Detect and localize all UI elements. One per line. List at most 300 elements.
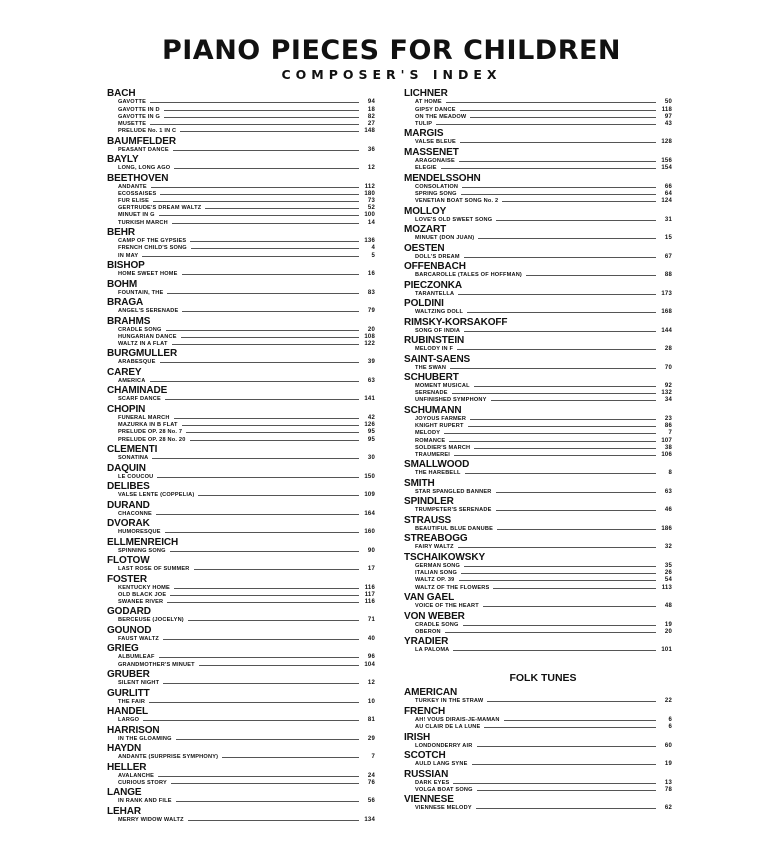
page-number: 50 bbox=[664, 99, 672, 106]
composer-name: POLDINI bbox=[404, 298, 444, 310]
piece-title: STAR SPANGLED BANNER bbox=[415, 488, 492, 495]
page-number: 113 bbox=[661, 584, 672, 591]
dot-leader bbox=[186, 432, 359, 433]
piece-title: AULD LANG SYNE bbox=[415, 761, 468, 768]
dot-leader bbox=[483, 606, 656, 607]
dot-leader bbox=[182, 274, 359, 275]
composer-name: SCOTCH bbox=[404, 750, 446, 762]
piece-entry bbox=[404, 570, 672, 577]
page-number: 18 bbox=[367, 106, 375, 113]
composer-name: BOHM bbox=[107, 278, 138, 290]
dot-leader bbox=[464, 331, 656, 332]
composer-name: HELLER bbox=[107, 761, 147, 773]
page-number: 22 bbox=[664, 698, 672, 705]
piece-entry bbox=[404, 217, 672, 224]
piece-title: CRADLE SONG bbox=[118, 326, 162, 333]
composer-group bbox=[404, 318, 672, 335]
piece-entry bbox=[404, 629, 672, 636]
composer-name: LANGE bbox=[107, 787, 142, 799]
piece-entry bbox=[404, 254, 672, 261]
composer-group bbox=[107, 763, 375, 787]
composer-name: YRADIER bbox=[404, 636, 449, 648]
piece-entry bbox=[107, 511, 375, 518]
dot-leader bbox=[504, 720, 656, 721]
piece-entry bbox=[107, 617, 375, 624]
composer-group bbox=[404, 516, 672, 533]
page-number: 23 bbox=[664, 415, 672, 422]
piece-title: JOYOUS FARMER bbox=[415, 415, 467, 422]
composer-name: SMITH bbox=[404, 477, 435, 489]
composer-name: LICHNER bbox=[404, 88, 448, 100]
page-number: 186 bbox=[661, 525, 672, 532]
piece-title: SOLDIER'S MARCH bbox=[415, 444, 471, 451]
composer-name: SPINDLER bbox=[404, 496, 454, 508]
piece-entry bbox=[107, 165, 375, 172]
piece-title: FRENCH CHILD'S SONG bbox=[118, 245, 187, 252]
dot-leader bbox=[194, 569, 359, 570]
piece-entry bbox=[404, 647, 672, 654]
piece-title: OBERON bbox=[415, 628, 441, 635]
page-number: 83 bbox=[367, 289, 375, 296]
composer-name: DVORAK bbox=[107, 518, 150, 530]
composer-group bbox=[107, 228, 375, 260]
left-index-column bbox=[107, 88, 375, 824]
page-number: 34 bbox=[664, 397, 672, 404]
piece-title: CHACONNE bbox=[118, 510, 152, 517]
piece-entry bbox=[107, 128, 375, 135]
piece-entry bbox=[107, 341, 375, 348]
composer-group bbox=[404, 129, 672, 146]
piece-entry bbox=[404, 365, 672, 372]
page-number: 106 bbox=[661, 451, 672, 458]
dot-leader bbox=[453, 783, 656, 784]
composer-group bbox=[107, 482, 375, 499]
composer-group bbox=[107, 137, 375, 154]
composer-group bbox=[107, 575, 375, 607]
piece-entry bbox=[404, 158, 672, 165]
dot-leader bbox=[496, 492, 656, 493]
page-number: 124 bbox=[661, 198, 672, 205]
composer-group bbox=[404, 733, 672, 750]
page-number: 62 bbox=[664, 805, 672, 812]
piece-entry bbox=[107, 717, 375, 724]
piece-entry bbox=[404, 139, 672, 146]
dot-leader bbox=[164, 110, 359, 111]
page-number: 104 bbox=[364, 661, 375, 668]
dot-leader bbox=[142, 256, 359, 257]
composer-name: HARRISON bbox=[107, 724, 160, 736]
page-number: 12 bbox=[367, 680, 375, 687]
composer-group bbox=[404, 174, 672, 206]
page-number: 71 bbox=[367, 617, 375, 624]
piece-title: MELODY IN F bbox=[415, 346, 454, 353]
piece-entry bbox=[404, 805, 672, 812]
piece-title: GAVOTTE bbox=[118, 99, 147, 106]
piece-entry bbox=[107, 492, 375, 499]
piece-title: SONATINA bbox=[118, 455, 149, 462]
dot-leader bbox=[188, 820, 359, 821]
page-number: 48 bbox=[664, 603, 672, 610]
piece-title: FUR ELISE bbox=[118, 198, 150, 205]
composer-name: SCHUMANN bbox=[404, 404, 462, 416]
composer-name: ELLMENREICH bbox=[107, 536, 179, 548]
piece-entry bbox=[107, 422, 375, 429]
piece-title: SERENADE bbox=[415, 390, 448, 397]
page-number: 118 bbox=[661, 106, 672, 113]
composer-name: VAN GAEL bbox=[404, 592, 455, 604]
dot-leader bbox=[444, 433, 656, 434]
piece-title: VIENNESE MELODY bbox=[415, 805, 472, 812]
piece-title: FOUNTAIN, THE bbox=[118, 289, 164, 296]
piece-entry bbox=[404, 717, 672, 724]
page-number: 76 bbox=[367, 779, 375, 786]
page-number: 12 bbox=[367, 165, 375, 172]
right-index-column bbox=[404, 88, 672, 813]
piece-entry bbox=[404, 603, 672, 610]
piece-entry bbox=[107, 773, 375, 780]
piece-title: WALTZ OF THE FLOWERS bbox=[415, 584, 490, 591]
page-number: 154 bbox=[661, 165, 672, 172]
dot-leader bbox=[170, 551, 359, 552]
piece-entry bbox=[404, 165, 672, 172]
composer-name: VON WEBER bbox=[404, 610, 465, 622]
composer-group bbox=[404, 299, 672, 316]
piece-entry bbox=[107, 429, 375, 436]
dot-leader bbox=[151, 187, 359, 188]
composer-group bbox=[404, 612, 672, 636]
piece-title: FAUST WALTZ bbox=[118, 635, 159, 642]
composer-name: GODARD bbox=[107, 606, 151, 618]
piece-entry bbox=[107, 327, 375, 334]
dot-leader bbox=[470, 117, 656, 118]
piece-entry bbox=[404, 114, 672, 121]
piece-title: BEAUTIFUL BLUE DANUBE bbox=[415, 525, 494, 532]
piece-entry bbox=[107, 359, 375, 366]
composer-name: LEHAR bbox=[107, 805, 141, 817]
page-title: PIANO PIECES FOR CHILDREN bbox=[161, 35, 622, 66]
dot-leader bbox=[153, 201, 359, 202]
piece-entry bbox=[404, 390, 672, 397]
piece-title: ARAGONAISE bbox=[415, 157, 455, 164]
composer-group bbox=[404, 534, 672, 551]
page-number: 70 bbox=[664, 364, 672, 371]
piece-title: MELODY bbox=[415, 430, 441, 437]
dot-leader bbox=[156, 514, 359, 515]
composer-group bbox=[107, 556, 375, 573]
piece-entry bbox=[107, 147, 375, 154]
piece-title: MUSETTE bbox=[118, 120, 147, 127]
composer-name: SCHUBERT bbox=[404, 372, 459, 384]
composer-name: DURAND bbox=[107, 499, 150, 511]
piece-title: MINUET (DON JUAN) bbox=[415, 235, 475, 242]
piece-entry bbox=[107, 191, 375, 198]
page-number: 116 bbox=[364, 598, 375, 605]
dot-leader bbox=[496, 510, 656, 511]
page-number: 132 bbox=[661, 390, 672, 397]
piece-entry bbox=[107, 271, 375, 278]
dot-leader bbox=[461, 573, 656, 574]
piece-title: GERTRUDE'S DREAM WALTZ bbox=[118, 205, 202, 212]
dot-leader bbox=[502, 201, 656, 202]
piece-title: SWANEE RIVER bbox=[118, 598, 164, 605]
dot-leader bbox=[446, 102, 656, 103]
dot-leader bbox=[436, 124, 656, 125]
composer-name: PIECZONKA bbox=[404, 279, 462, 291]
piece-title: MERRY WIDOW WALTZ bbox=[118, 816, 184, 823]
composer-group bbox=[404, 355, 672, 372]
dot-leader bbox=[150, 102, 359, 103]
dot-leader bbox=[188, 620, 359, 621]
piece-entry bbox=[404, 383, 672, 390]
page-number: 94 bbox=[367, 99, 375, 106]
composer-group bbox=[404, 148, 672, 172]
dot-leader bbox=[159, 657, 359, 658]
composer-group bbox=[107, 317, 375, 349]
dot-leader bbox=[163, 683, 359, 684]
dot-leader bbox=[176, 801, 359, 802]
piece-title: GRANDMOTHER'S MINUET bbox=[118, 661, 195, 668]
composer-group bbox=[107, 349, 375, 366]
piece-title: VENETIAN BOAT SONG No. 2 bbox=[415, 198, 499, 205]
piece-entry bbox=[404, 235, 672, 242]
page-number: 122 bbox=[364, 340, 375, 347]
composer-group bbox=[107, 626, 375, 643]
piece-entry bbox=[107, 636, 375, 643]
page-number: 108 bbox=[364, 333, 375, 340]
composer-name: BRAGA bbox=[107, 297, 144, 309]
composer-name: VIENNESE bbox=[404, 794, 454, 806]
piece-entry bbox=[107, 107, 375, 114]
piece-entry bbox=[107, 592, 375, 599]
page-number: 128 bbox=[661, 139, 672, 146]
page-number: 27 bbox=[367, 120, 375, 127]
piece-title: ALBUMLEAF bbox=[118, 654, 155, 661]
composer-group bbox=[404, 637, 672, 654]
piece-title: TURKEY IN THE STRAW bbox=[415, 698, 484, 705]
composer-name: DAQUIN bbox=[107, 462, 146, 474]
page-number: 79 bbox=[367, 308, 375, 315]
page-subtitle: COMPOSER'S INDEX bbox=[281, 67, 502, 82]
dot-leader bbox=[150, 124, 359, 125]
piece-entry bbox=[107, 238, 375, 245]
dot-leader bbox=[487, 701, 656, 702]
page-number: 7 bbox=[371, 754, 375, 761]
piece-entry bbox=[107, 817, 375, 824]
dot-leader bbox=[467, 312, 656, 313]
dot-leader bbox=[150, 381, 359, 382]
composer-group bbox=[107, 445, 375, 462]
piece-entry bbox=[404, 526, 672, 533]
composer-group bbox=[404, 770, 672, 794]
page-number: 13 bbox=[664, 779, 672, 786]
piece-title: GAVOTTE IN G bbox=[118, 113, 161, 120]
page-number: 95 bbox=[367, 429, 375, 436]
page-number: 15 bbox=[664, 235, 672, 242]
dot-leader bbox=[468, 426, 656, 427]
piece-entry bbox=[107, 529, 375, 536]
piece-entry bbox=[404, 622, 672, 629]
piece-title: AH! VOUS DIRAIS-JE-MAMAN bbox=[415, 716, 500, 723]
page-number: 82 bbox=[367, 113, 375, 120]
piece-title: GERMAN SONG bbox=[415, 562, 461, 569]
composer-group bbox=[404, 281, 672, 298]
dot-leader bbox=[164, 117, 359, 118]
page-number: 112 bbox=[364, 183, 375, 190]
piece-entry bbox=[107, 121, 375, 128]
composer-name: RUBINSTEIN bbox=[404, 335, 465, 347]
page-number: 90 bbox=[367, 547, 375, 554]
piece-title: MINUET IN G bbox=[118, 212, 155, 219]
dot-leader bbox=[491, 400, 656, 401]
piece-title: ROMANCE bbox=[415, 437, 446, 444]
composer-name: BURGMULLER bbox=[107, 348, 178, 360]
piece-title: FUNERAL MARCH bbox=[118, 414, 170, 421]
piece-entry bbox=[107, 378, 375, 385]
page-number: 29 bbox=[367, 735, 375, 742]
composer-name: SAINT-SAENS bbox=[404, 353, 471, 365]
dot-leader bbox=[205, 208, 359, 209]
dot-leader bbox=[180, 131, 359, 132]
dot-leader bbox=[459, 580, 657, 581]
piece-title: AU CLAIR DE LA LUNE bbox=[415, 724, 481, 731]
composer-group bbox=[107, 464, 375, 481]
piece-title: AVALANCHE bbox=[118, 772, 155, 779]
piece-entry bbox=[107, 198, 375, 205]
piece-entry bbox=[404, 346, 672, 353]
page-number: 63 bbox=[664, 488, 672, 495]
piece-entry bbox=[404, 445, 672, 452]
dot-leader bbox=[470, 419, 656, 420]
piece-entry bbox=[404, 99, 672, 106]
piece-entry bbox=[107, 566, 375, 573]
piece-entry bbox=[107, 184, 375, 191]
piece-title: VALSE BLEUE bbox=[415, 139, 456, 146]
piece-entry bbox=[404, 743, 672, 750]
composer-name: GOUNOD bbox=[107, 624, 152, 636]
composer-group bbox=[107, 386, 375, 403]
piece-entry bbox=[404, 191, 672, 198]
page-number: 36 bbox=[367, 146, 375, 153]
page-number: 134 bbox=[364, 816, 375, 823]
dot-leader bbox=[453, 650, 656, 651]
composer-group bbox=[107, 89, 375, 135]
composer-group bbox=[107, 807, 375, 824]
composer-group bbox=[404, 593, 672, 610]
piece-title: BARCAROLLE (TALES OF HOFFMAN) bbox=[415, 272, 522, 279]
piece-title: TULIP bbox=[415, 120, 433, 127]
piece-entry bbox=[404, 184, 672, 191]
composer-name: CHAMINADE bbox=[107, 385, 168, 397]
piece-title: ECOSSAISES bbox=[118, 190, 157, 197]
composer-name: OFFENBACH bbox=[404, 261, 466, 273]
piece-entry bbox=[107, 437, 375, 444]
page-number: 60 bbox=[664, 742, 672, 749]
dot-leader bbox=[497, 529, 656, 530]
piece-title: THE FAIR bbox=[118, 698, 146, 705]
page-number: 101 bbox=[661, 647, 672, 654]
piece-entry bbox=[107, 99, 375, 106]
piece-title: CAMP OF THE GYPSIES bbox=[118, 238, 187, 245]
composer-group bbox=[404, 707, 672, 731]
composer-group bbox=[107, 689, 375, 706]
composer-name: MOZART bbox=[404, 224, 447, 236]
composer-name: MARGIS bbox=[404, 128, 444, 140]
composer-name: GURLITT bbox=[107, 687, 150, 699]
folk-tunes-list bbox=[404, 688, 672, 812]
composer-group bbox=[404, 262, 672, 279]
piece-entry bbox=[107, 662, 375, 669]
dot-leader bbox=[454, 455, 656, 456]
piece-entry bbox=[404, 121, 672, 128]
page-number: 144 bbox=[661, 327, 672, 334]
piece-title: ANDANTE (SURPRISE SYMPHONY) bbox=[118, 754, 219, 761]
dot-leader bbox=[174, 168, 359, 169]
dot-leader bbox=[170, 595, 359, 596]
dot-leader bbox=[172, 344, 359, 345]
piece-title: LAST ROSE OF SUMMER bbox=[118, 566, 190, 573]
composer-group bbox=[404, 373, 672, 405]
composer-group bbox=[107, 261, 375, 278]
piece-entry bbox=[404, 397, 672, 404]
page-number: 26 bbox=[664, 570, 672, 577]
composer-name: DELIBES bbox=[107, 481, 150, 493]
piece-entry bbox=[107, 290, 375, 297]
piece-title: ON THE MEADOW bbox=[415, 113, 467, 120]
piece-entry bbox=[107, 308, 375, 315]
dot-leader bbox=[157, 477, 359, 478]
dot-leader bbox=[463, 625, 656, 626]
page-number: 6 bbox=[668, 724, 672, 731]
dot-leader bbox=[474, 448, 656, 449]
dot-leader bbox=[198, 495, 359, 496]
piece-title: KENTUCKY HOME bbox=[118, 584, 170, 591]
composer-name: FLOTOW bbox=[107, 555, 150, 567]
dot-leader bbox=[458, 547, 656, 548]
piece-title: WALTZ OP. 39 bbox=[415, 577, 455, 584]
composer-group bbox=[404, 553, 672, 592]
composer-name: HANDEL bbox=[107, 706, 149, 718]
piece-title: WALTZING DOLL bbox=[415, 309, 464, 316]
dot-leader bbox=[464, 257, 656, 258]
page-number: 38 bbox=[664, 444, 672, 451]
dot-leader bbox=[152, 458, 359, 459]
dot-leader bbox=[160, 194, 359, 195]
page-number: 5 bbox=[371, 252, 375, 259]
composer-name: OESTEN bbox=[404, 242, 445, 254]
dot-leader bbox=[191, 248, 359, 249]
piece-title: WALTZ IN A FLAT bbox=[118, 340, 168, 347]
page-number: 35 bbox=[664, 562, 672, 569]
composer-group bbox=[107, 744, 375, 761]
dot-leader bbox=[441, 168, 656, 169]
composer-group bbox=[107, 607, 375, 624]
page-number: 97 bbox=[664, 113, 672, 120]
page-number: 39 bbox=[367, 359, 375, 366]
dot-leader bbox=[163, 639, 359, 640]
composer-name: BRAHMS bbox=[107, 315, 151, 327]
piece-entry bbox=[404, 107, 672, 114]
page-number: 66 bbox=[664, 183, 672, 190]
composer-group bbox=[404, 795, 672, 812]
piece-title: SILENT NIGHT bbox=[118, 680, 160, 687]
piece-title: LONDONDERRY AIR bbox=[415, 742, 473, 749]
dot-leader bbox=[182, 311, 359, 312]
piece-entry bbox=[404, 698, 672, 705]
dot-leader bbox=[160, 362, 359, 363]
dot-leader bbox=[476, 808, 656, 809]
piece-entry bbox=[404, 423, 672, 430]
composer-group bbox=[404, 207, 672, 224]
